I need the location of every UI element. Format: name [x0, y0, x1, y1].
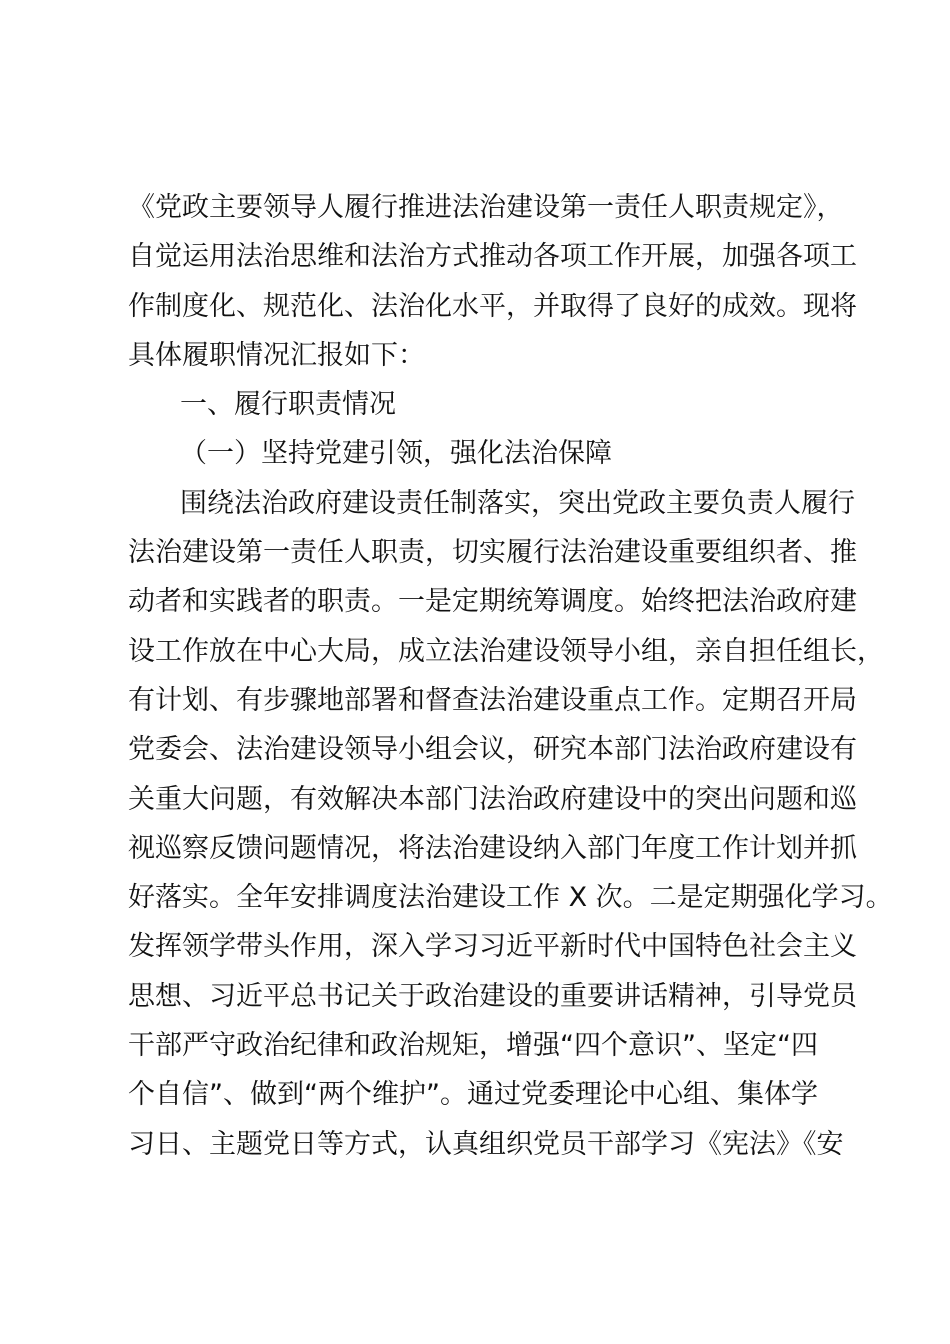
paragraph-line: 有计划、有步骤地部署和督查法治建设重点工作。定期召开局: [128, 684, 857, 716]
paragraph-line: 发挥领学带头作用，深入学习习近平新时代中国特色社会主义: [128, 931, 857, 963]
paragraph-line: 设工作放在中心大局，成立法治建设领导小组，亲自担任组长，: [128, 635, 884, 667]
document-body: [128, 183, 893, 1169]
paragraph-line: 围绕法治政府建设责任制落实，突出党政主要负责人履行: [180, 487, 855, 519]
paragraph-line: 思想、习近平总书记关于政治建设的重要讲话精神，引导党员: [128, 980, 857, 1012]
section-heading: 一、履行职责情况: [180, 389, 396, 421]
paragraph-line: 《党政主要领导人履行推进法治建设第一责任人职责规定》，: [128, 192, 844, 223]
paragraph-line: 具体履职情况汇报如下：: [128, 339, 425, 371]
paragraph-line: 自觉运用法治思维和法治方式推动各项工作开展，加强各项工: [128, 241, 857, 273]
paragraph-line: 党委会、法治建设领导小组会议，研究本部门法治政府建设有: [128, 734, 857, 766]
subsection-heading: （一）坚持党建引领，强化法治保障: [180, 438, 612, 470]
paragraph-line: 干部严守政治纪律和政治规矩，增强“四个意识”、坚定“四: [128, 1030, 818, 1062]
paragraph-line: 作制度化、规范化、法治化水平，并取得了良好的成效。现将: [128, 290, 857, 322]
paragraph-line: 习日、主题党日等方式，认真组织党员干部学习《宪法》《安: [128, 1128, 844, 1160]
paragraph-line: 好落实。全年安排调度法治建设工作 X 次。二是定期强化学习。: [128, 882, 893, 914]
paragraph-line: 动者和实践者的职责。一是定期统筹调度。始终把法治政府建: [128, 586, 857, 618]
paragraph-line: 个自信”、做到“两个维护”。通过党委理论中心组、集体学: [128, 1079, 818, 1111]
paragraph-line: 法治建设第一责任人职责，切实履行法治建设重要组织者、推: [128, 537, 857, 569]
paragraph-line: 视巡察反馈问题情况，将法治建设纳入部门年度工作计划并抓: [128, 832, 857, 864]
paragraph-line: 关重大问题，有效解决本部门法治政府建设中的突出问题和巡: [128, 783, 857, 815]
